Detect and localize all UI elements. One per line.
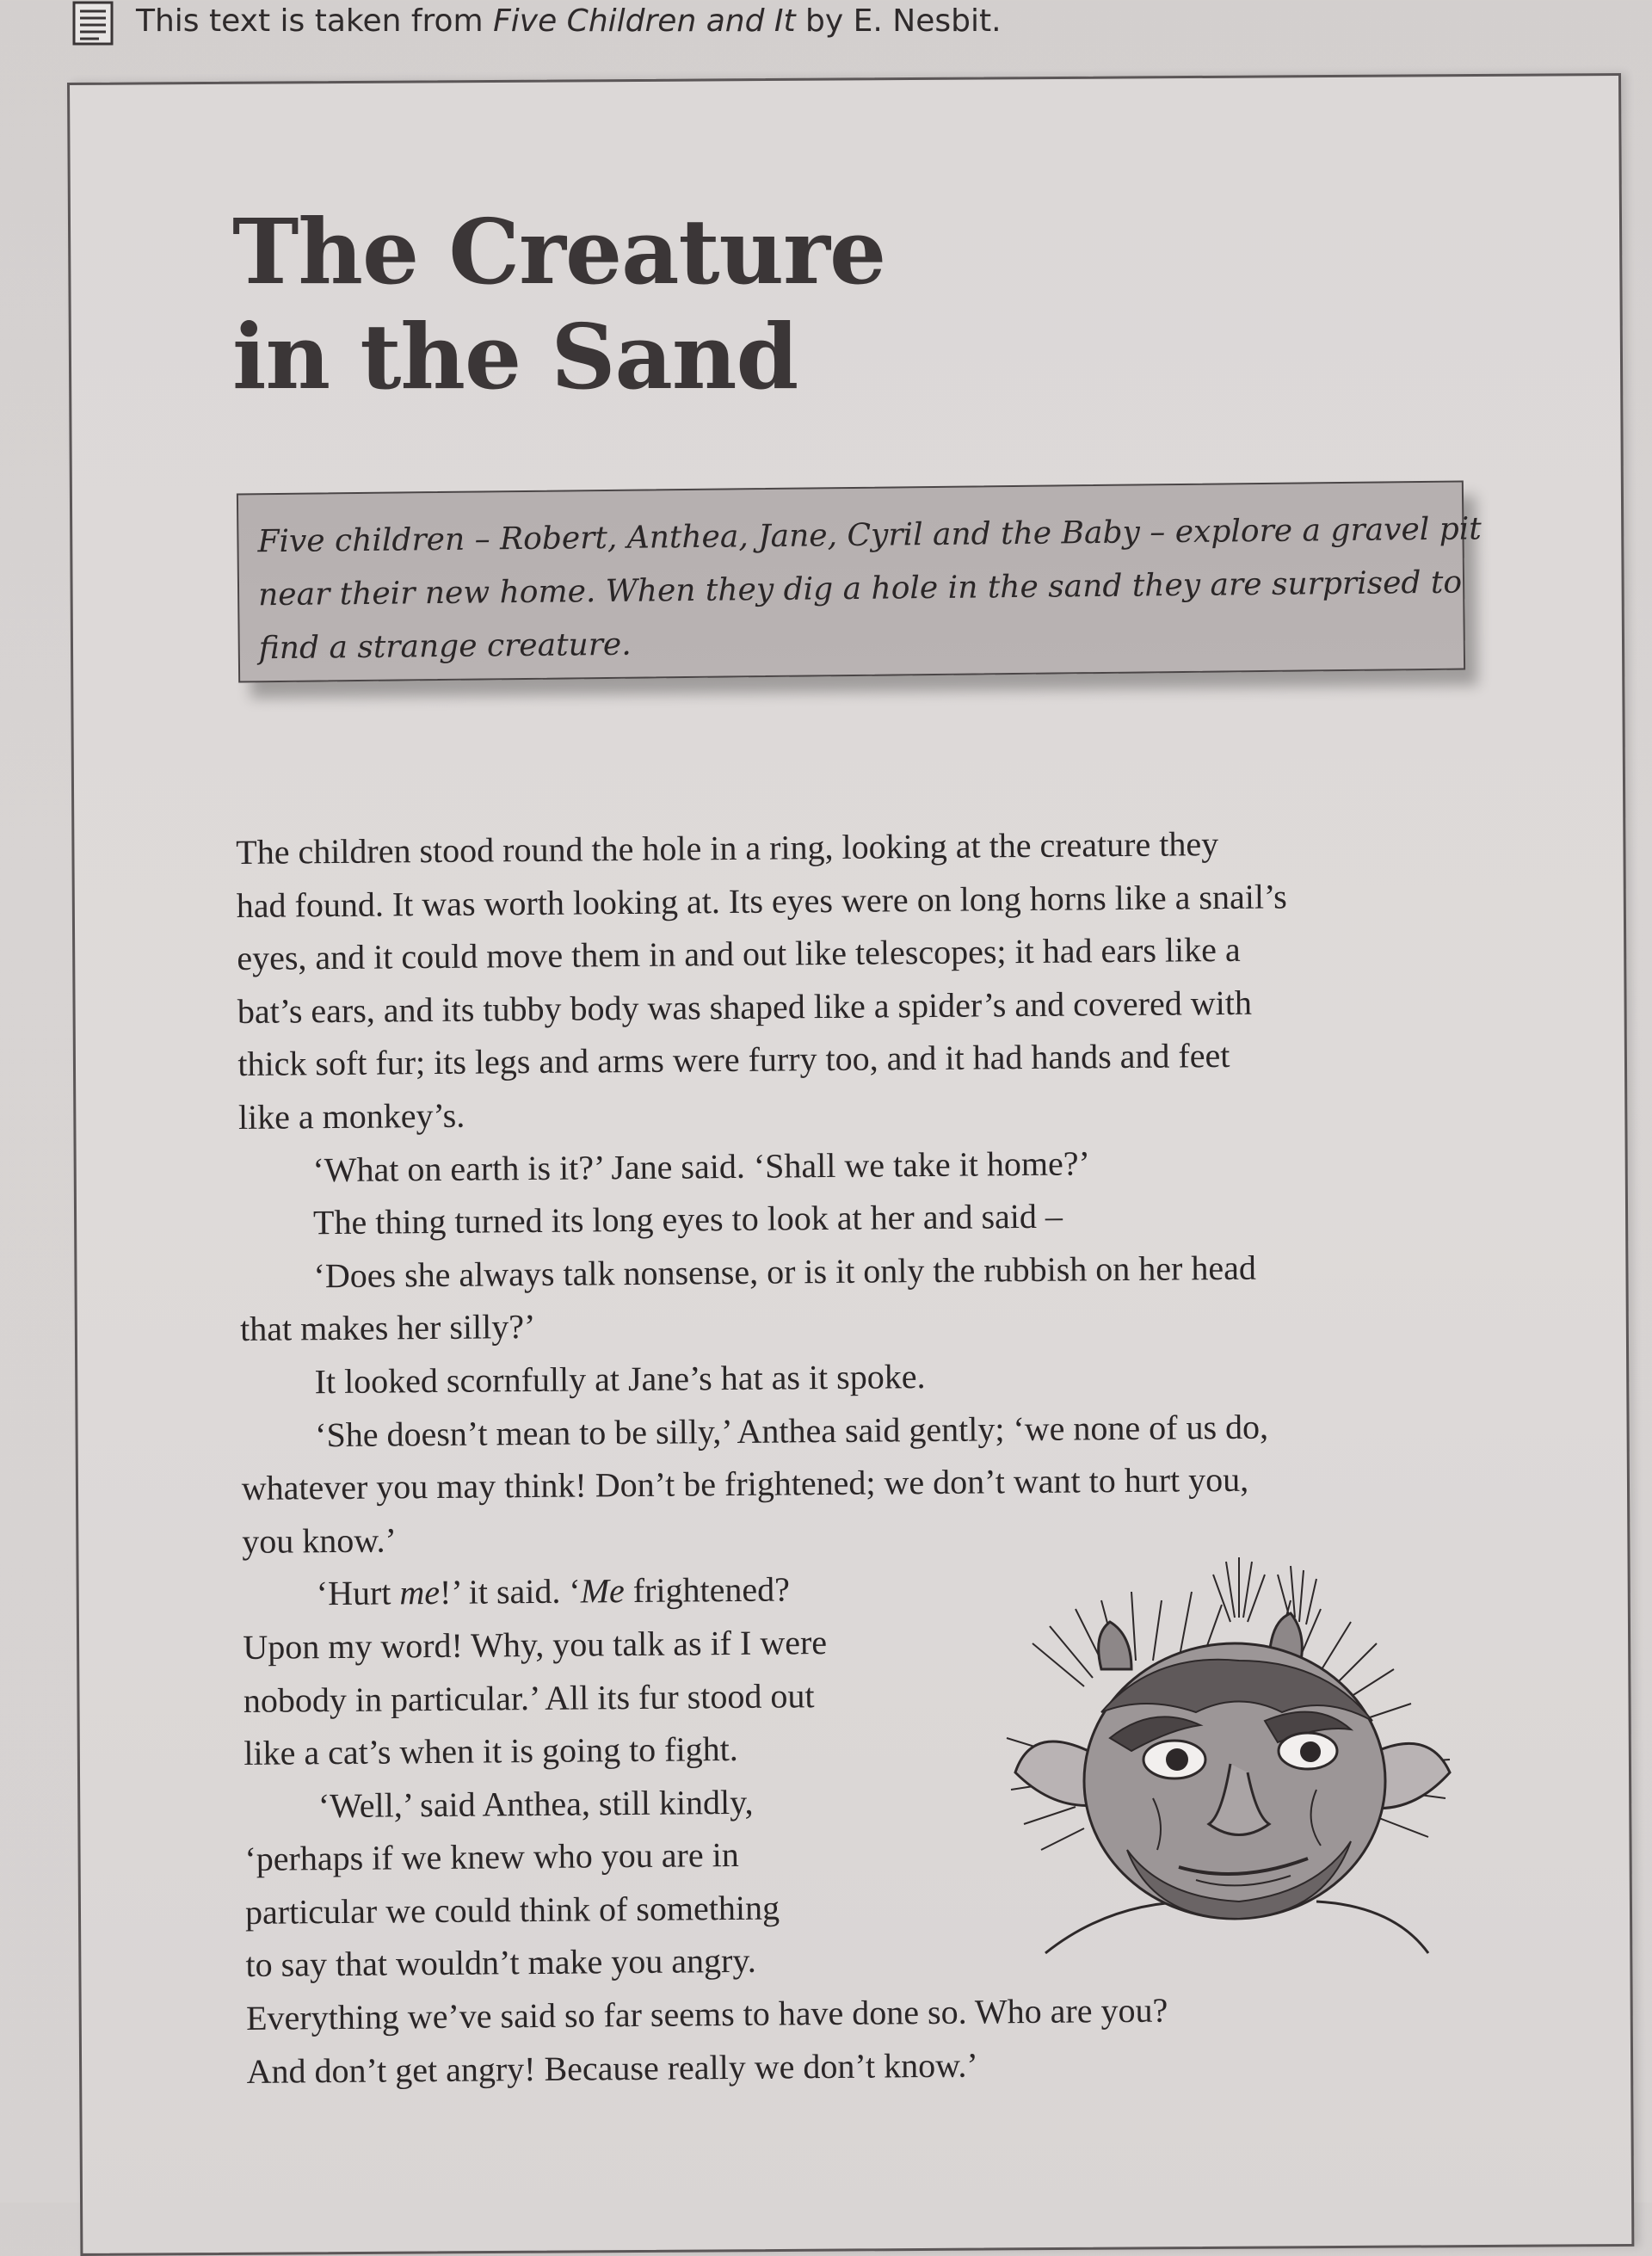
story-line: like a monkey’s. xyxy=(237,1095,465,1137)
sand-fairy-creature-illustration xyxy=(981,1540,1514,1970)
intro-line: find a strange creature. xyxy=(258,626,632,667)
story-line: bat’s ears, and its tubby body was shaped like a spider’s and covered with xyxy=(237,983,1253,1031)
title-line-1: The Creature xyxy=(232,199,886,305)
story-line: ‘perhaps if we knew who you are in xyxy=(244,1835,739,1879)
hurt-part-3: frightened? xyxy=(624,1569,791,1611)
story-line: And don’t get angry! Because really we don’t know.’ xyxy=(246,2045,978,2091)
story-line: had found. It was worth looking at. Its eyes were on long horns like a snail’s xyxy=(236,876,1287,925)
hurt-part-1: ‘Hurt xyxy=(316,1573,400,1613)
story-line: that makes her silly?’ xyxy=(239,1307,536,1349)
hurt-part-2: !’ it said. ‘ xyxy=(439,1571,581,1612)
story-line: nobody in particular.’ All its fur stood out xyxy=(243,1675,815,1720)
story-line: like a cat’s when it is going to fight. xyxy=(243,1729,738,1773)
intro-box xyxy=(237,481,1482,683)
intro-line: Five children – Robert, Anthea, Jane, Cyril and the Baby – explore a gravel pit xyxy=(257,511,1482,560)
intro-text xyxy=(257,503,1482,675)
story-line: Everything we’ve said so far seems to have done so. Who are you? xyxy=(245,1990,1168,2038)
story-line: thick soft fur; its legs and arms were furry too, and it had hands and feet xyxy=(237,1036,1230,1084)
source-book-title: Five Children and It xyxy=(493,3,796,39)
document-lines-icon xyxy=(69,1,117,47)
story-line: ‘What on earth is it?’ Jane said. ‘Shall we take it home?’ xyxy=(312,1143,1091,1189)
story-line: particular we could think of something xyxy=(244,1888,780,1932)
story-line: eyes, and it could move them in and out like telescopes; it had ears like a xyxy=(237,930,1241,978)
source-attribution xyxy=(136,3,1002,39)
source-suffix: by E. Nesbit. xyxy=(795,3,1002,39)
story-line: to say that wouldn’t make you angry. xyxy=(245,1941,756,1985)
hurt-me-upper: Me xyxy=(580,1571,625,1611)
title-line-2: in the Sand xyxy=(232,304,798,410)
intro-line: near their new home. When they dig a hole in the sand they are surprised to xyxy=(257,564,1463,613)
story-line: ‘Well,’ said Anthea, still kindly, xyxy=(317,1782,754,1825)
story-line: The thing turned its long eyes to look at her and said – xyxy=(312,1196,1063,1242)
story-line: Upon my word! Why, you talk as if I were xyxy=(243,1622,828,1667)
story-line: The children stood round the hole in a ring, looking at the creature they xyxy=(236,824,1219,872)
story-line: you know.’ xyxy=(242,1520,398,1561)
story-line: It looked scornfully at Jane’s hat as it spoke. xyxy=(314,1356,926,1402)
hurt-me-lower: me xyxy=(399,1573,441,1612)
story-line: whatever you may think! Don’t be frightened; we don’t want to hurt you, xyxy=(241,1459,1249,1508)
page-title xyxy=(232,200,885,410)
source-prefix: This text is taken from xyxy=(136,3,494,39)
source-line xyxy=(69,0,1002,48)
story-line: ‘She doesn’t mean to be silly,’ Anthea said gently; ‘we none of us do, xyxy=(314,1407,1269,1454)
story-line: ‘Does she always talk nonsense, or is it only the rubbish on her head xyxy=(313,1248,1257,1295)
